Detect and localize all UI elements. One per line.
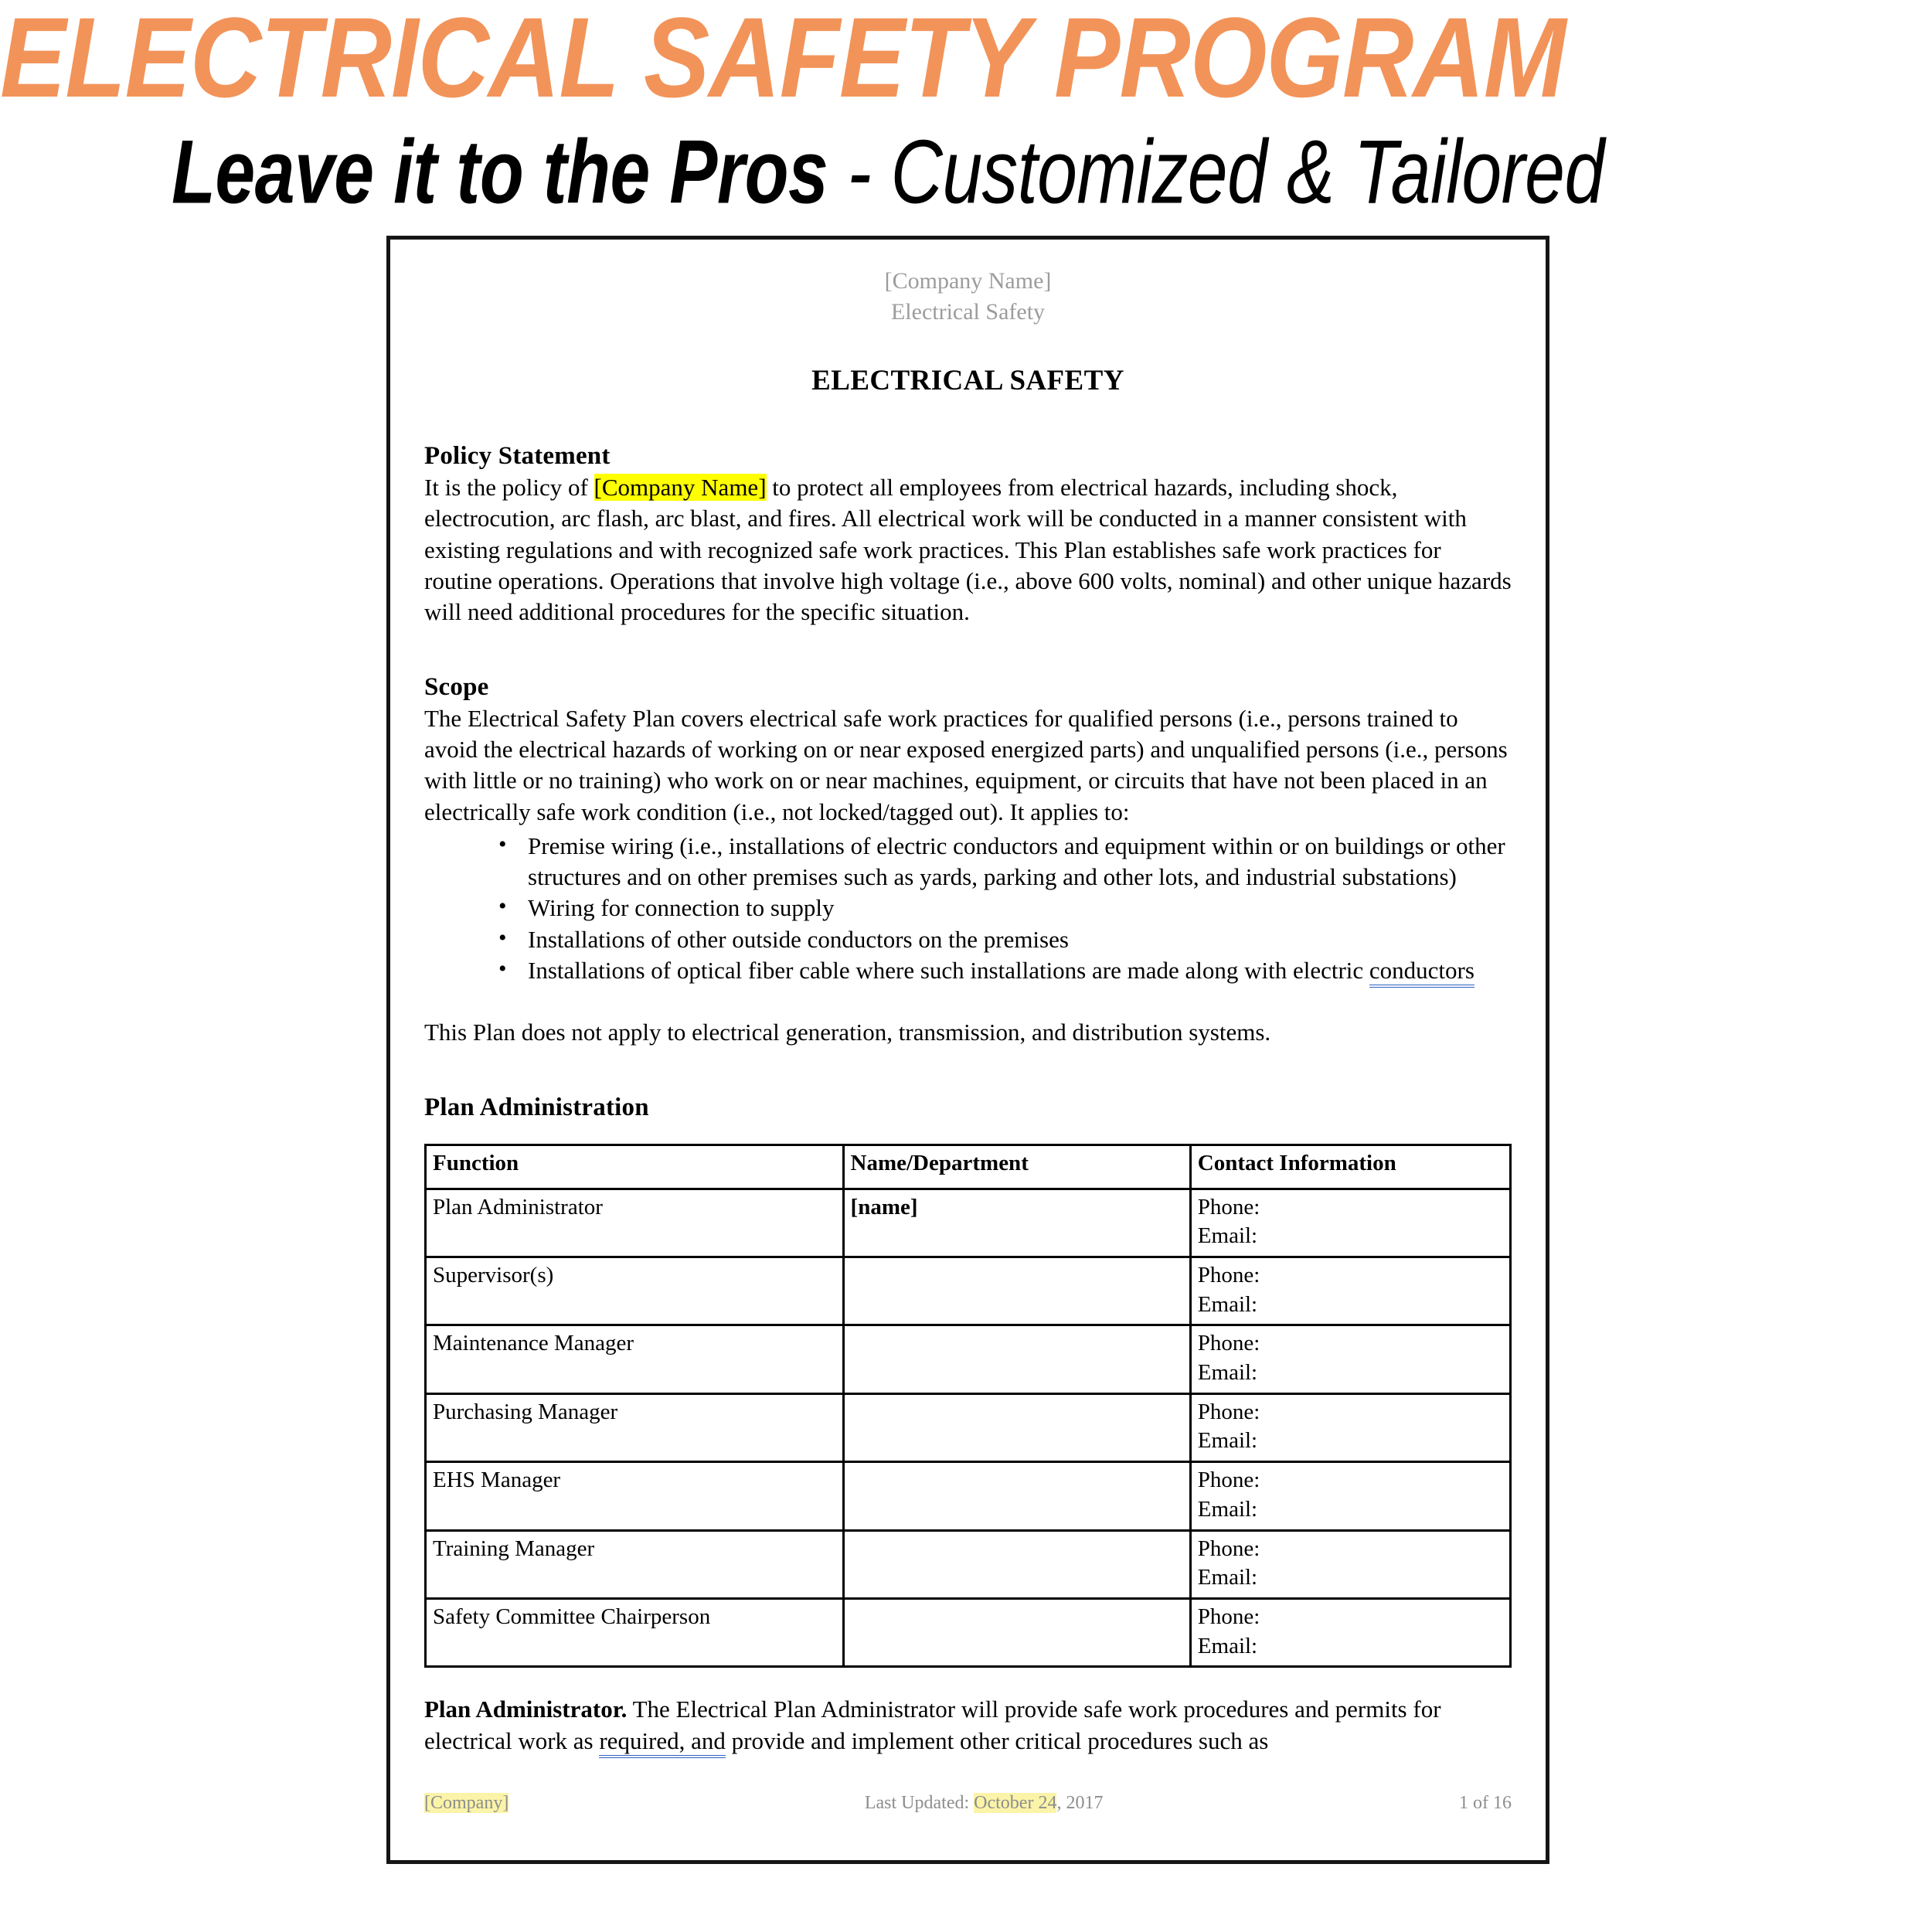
- policy-statement-paragraph: [424, 472, 1512, 628]
- table-row: [426, 1462, 1511, 1530]
- banner-subtitle-bold: Leave it to the Pros: [172, 121, 828, 223]
- cell-contact-information[interactable]: [1190, 1462, 1510, 1530]
- policy-company-placeholder: [Company Name]: [594, 474, 767, 502]
- footer-last-updated-year: , 2017: [1056, 1793, 1104, 1813]
- contact-phone-label: Phone:: [1197, 1399, 1260, 1424]
- banner-subtitle: [172, 121, 1888, 223]
- closing-text-part-2: provide and implement other critical procedures such as: [725, 1726, 1269, 1754]
- cell-contact-information[interactable]: [1190, 1325, 1510, 1393]
- cell-name-department[interactable]: [843, 1462, 1190, 1530]
- contact-phone-label: Phone:: [1197, 1331, 1260, 1356]
- column-header-function: Function: [426, 1145, 844, 1189]
- page-title: ELECTRICAL SAFETY: [811, 365, 1124, 397]
- cell-contact-information[interactable]: [1190, 1189, 1510, 1257]
- contact-phone-label: Phone:: [1197, 1536, 1260, 1561]
- scope-bullet-list: [424, 831, 1512, 986]
- list-item: • Installations of other outside conductors on the premises: [495, 924, 1512, 955]
- cell-function: Plan Administrator: [426, 1189, 844, 1257]
- table-row: [426, 1189, 1511, 1257]
- section-heading-policy-statement: Policy Statement: [424, 442, 611, 471]
- cell-function: Supervisor(s): [426, 1257, 844, 1325]
- list-item: • Wiring for connection to supply: [495, 893, 1512, 923]
- cell-name-department[interactable]: [843, 1393, 1190, 1461]
- contact-email-label: Email:: [1197, 1360, 1258, 1386]
- cell-function: Maintenance Manager: [426, 1325, 844, 1393]
- list-item: [495, 955, 1512, 986]
- bullet-last-text: Installations of optical fiber cable where such installations are made along with electric: [528, 957, 1369, 985]
- table-header-row: [426, 1145, 1511, 1189]
- contact-email-label: Email:: [1197, 1223, 1258, 1249]
- column-header-name-department: Name/Department: [843, 1145, 1190, 1189]
- footer-company-placeholder: [Company]: [424, 1793, 509, 1813]
- section-heading-plan-administration: Plan Administration: [424, 1093, 649, 1121]
- footer-last-updated: [509, 1793, 1459, 1814]
- contact-phone-label: Phone:: [1197, 1468, 1260, 1493]
- running-header-subject: Electrical Safety: [890, 298, 1046, 325]
- list-item: • Premise wiring (i.e., installations of electric conductors and equipment within or on buildings or other structures and on other premises such as yards, parking and other lots, and industrial substations): [495, 831, 1512, 893]
- banner-subtitle-light: - Customized & Tailored: [828, 121, 1604, 223]
- document-footer: [424, 1793, 1512, 1814]
- policy-text-before: It is the policy of: [424, 474, 594, 502]
- grammar-marked-required-and: required, and: [599, 1727, 726, 1758]
- cell-function: Safety Committee Chairperson: [426, 1598, 844, 1666]
- contact-email-label: Email:: [1197, 1496, 1258, 1522]
- table-row: [426, 1393, 1511, 1461]
- page-banner: [0, 0, 1932, 232]
- scope-exclusion-paragraph: This Plan does not apply to electrical generation, transmission, and distribution systems.: [424, 1019, 1271, 1046]
- cell-contact-information[interactable]: [1190, 1598, 1510, 1666]
- contact-email-label: Email:: [1197, 1565, 1258, 1590]
- grammar-marked-conductors: conductors: [1369, 957, 1475, 988]
- scope-intro-paragraph: The Electrical Safety Plan covers electrical safe work practices for qualified persons (i.e., persons trained to avoid the electrical hazards of working on or near exposed energized parts) and unqualified persons (i.e., persons with little or no training) who work on or near machines, equipment, or circuits that have not been placed in an electrically safe work condition (i.e., not locked/tagged out). It applies to:: [424, 704, 1508, 825]
- footer-company: [424, 1793, 509, 1814]
- footer-last-updated-label: Last Updated:: [864, 1793, 975, 1813]
- cell-name-department[interactable]: [843, 1325, 1190, 1393]
- footer-page-number: 1 of 16: [1459, 1793, 1512, 1813]
- document-content: [390, 240, 1546, 1860]
- plan-administration-table: [424, 1144, 1512, 1668]
- contact-email-label: Email:: [1197, 1291, 1258, 1317]
- table-row: [426, 1530, 1511, 1598]
- contact-phone-label: Phone:: [1197, 1263, 1260, 1288]
- cell-function: EHS Manager: [426, 1462, 844, 1530]
- table-row: [426, 1598, 1511, 1666]
- contact-phone-label: Phone:: [1197, 1604, 1260, 1629]
- plan-administrator-lead-in: Plan Administrator.: [424, 1696, 628, 1723]
- contact-email-label: Email:: [1197, 1633, 1258, 1658]
- contact-email-label: Email:: [1197, 1428, 1258, 1454]
- banner-title: ELECTRICAL SAFETY PROGRAM: [0, 0, 1566, 122]
- cell-contact-information[interactable]: [1190, 1393, 1510, 1461]
- policy-text-after: to protect all employees from electrical hazards, including shock, electrocution, arc flash, arc blast, and fires. All electrical work will be conducted in a manner consistent with existing regulations and with recognized safe work practices. This Plan establishes safe work practices for routine operations. Operations that involve high voltage (i.e., above 600 volts, nominal) and other unique hazards will need additional procedures for the specific situation.: [424, 474, 1512, 626]
- cell-name-department[interactable]: [843, 1257, 1190, 1325]
- footer-last-updated-date: October 24: [974, 1793, 1057, 1813]
- plan-administrator-paragraph: [424, 1694, 1512, 1757]
- cell-function: Purchasing Manager: [426, 1393, 844, 1461]
- document-running-header: [424, 266, 1512, 327]
- running-header-company: [Company Name]: [884, 268, 1052, 294]
- column-header-contact-information: Contact Information: [1190, 1145, 1510, 1189]
- cell-contact-information[interactable]: [1190, 1257, 1510, 1325]
- document-page: [386, 236, 1549, 1864]
- cell-name-department[interactable]: [843, 1598, 1190, 1666]
- table-row: [426, 1257, 1511, 1325]
- closing-text-part-1: The Electrical Plan Administrator will provide safe work procedures and permits for electrical work as: [424, 1696, 1441, 1754]
- table-row: [426, 1325, 1511, 1393]
- contact-phone-label: Phone:: [1197, 1194, 1260, 1219]
- cell-contact-information[interactable]: [1190, 1530, 1510, 1598]
- cell-name-department[interactable]: [name]: [843, 1189, 1190, 1257]
- section-heading-scope: Scope: [424, 672, 489, 701]
- cell-name-department[interactable]: [843, 1530, 1190, 1598]
- cell-function: Training Manager: [426, 1530, 844, 1598]
